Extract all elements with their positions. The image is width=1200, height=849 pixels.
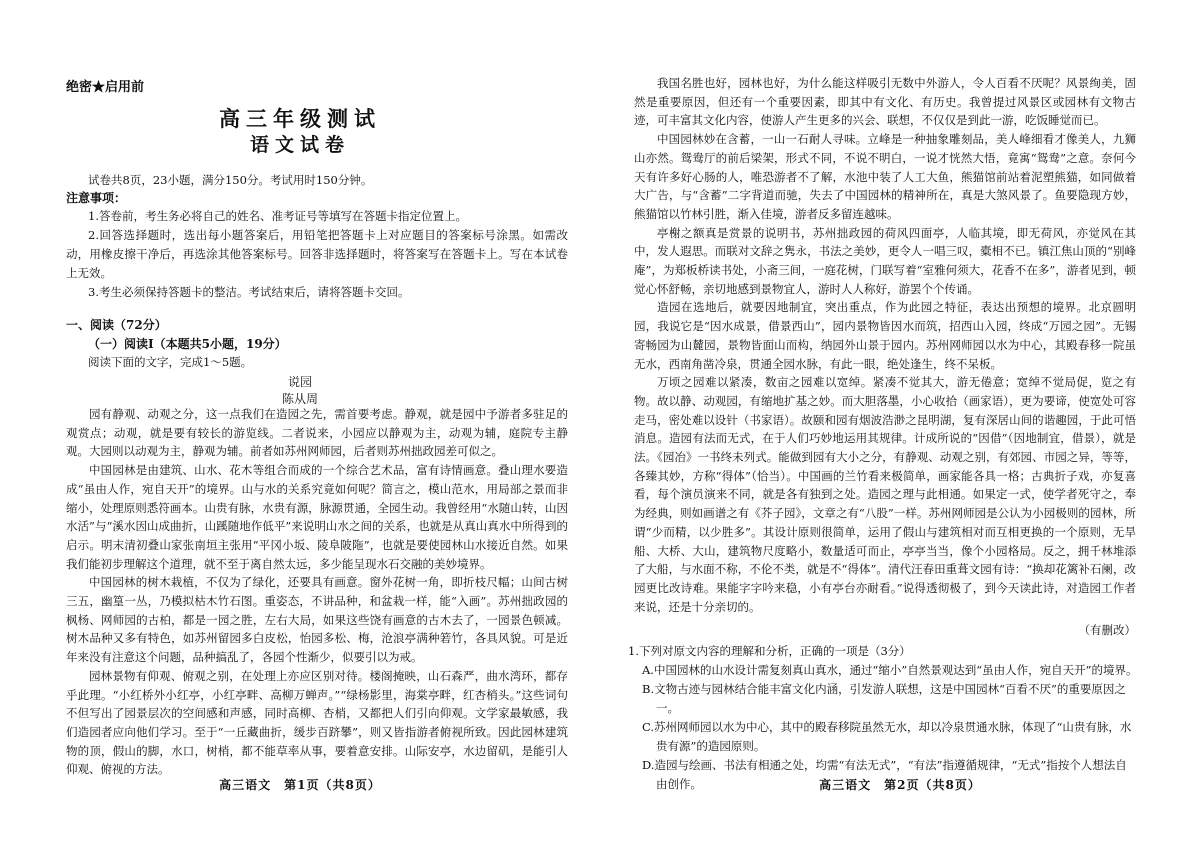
passage-paragraph: 亭榭之额真是赏景的说明书，苏州拙政园的荷风四面亭，人临其境，即无荷风，亦觉风在其中，发人遐思。而联对文辞之隽永，书法之美妙，更令人一唱三叹，橐相不已。镇江焦山顶的“别峰庵”，为郑板桥读书处，小斋三间，一庭花树，门联写着“室雅何须大，花香不在多”，游者见到，顿觉心怀舒畅，亲切地感到景物宜人，游时人人称好，游罢个个传诵。	[634, 225, 1136, 296]
note-item: 3.考生必须保持答题卡的整洁。考试结束后，请将答题卡交回。	[88, 285, 410, 299]
passage-paragraph: 万顷之园难以紧凑，数亩之园难以宽绰。紧凑不觉其大，游无倦意；宽绰不觉局促，览之有物。故以静、动观园，有缩地扩基之妙。而大胆落墨，小心收拾（画家语），更为要谛，使宽处可容走马，密处难以设针（书家语）。故颐和园有烟波浩渺之昆明湖，复有深居山间的谐趣园，于此可悟消息。造园有法而无式，在于人们巧妙地运用其规律。计成所说的“因借”（因地制宜，借景），就是法。《园冶》一书终未列式。能做到园有大小之分，有静观、动观之别，有郊园、市园之异，等等，各臻其妙，方称“得体”（恰当）。中国画的兰竹看来极简单，画家能各具一格；古典折子戏，亦复喜看，每个演员演来不同，就是各有独到之处。造园之理与此相通。如果定一式，使学者死守之，奉为经典，则如画谱之有《芥子园》，文章之有“八股”一样。苏州网师园是公认为小园极则的园林，所谓“少而精，以少胜多”。其设计原则很简单，运用了假山与建筑相对而互相更换的一个原则，无旱船、大桥、大山，建筑物尺度略小，数量适可而止，亭亭当当，像个小园格局。反之，拥千林堆添了大船，与水面不称，不伦不类，就是不“得体”。清代汪春田重葺文园有诗：“换却花篱补石阑，改园更比改诗难。果能字字吟来稳，小有亭台亦耐看。”说得透彻极了，到今天读此诗，对造园工作者来说，还是十分亲切的。	[634, 375, 1136, 614]
exam-subtitle: 语文试卷	[249, 134, 350, 156]
question-1	[628, 642, 1138, 794]
page-footer-right: 高三语文 第2页（共8页）	[819, 778, 981, 792]
passage-paragraph: 我国名胜也好，园林也好，为什么能这样吸引无数中外游人，令人百看不厌呢？风景绚美，固然是重要原因，但还有一个重要因素，即其中有文化、有历史。我曾提过风景区或园林有文物古迹，可丰富其文化内容，使游人产生更多的兴会、联想，不仅仅是到此一游，吃饭睡觉而已。	[634, 76, 1136, 128]
note-item: 2.回答选择题时，选出每小题答案后，用铅笔把答题卡上对应题目的答案标号涂黑。如需改动，用橡皮擦干净后，再选涂其他答案标号。回答非选择题时，将答案写在答题卡上。写在本试卷上无效。	[66, 228, 568, 280]
option-a[interactable]: A.中国园林的山水设计需复刻真山真水，通过“缩小”自然景观达到“虽由人作，宛自天开”的境界。	[642, 663, 1138, 677]
section-instruction: 阅读下面的文字，完成1～5题。	[88, 355, 253, 369]
passage-author: 陈从周	[281, 392, 318, 406]
confidential-label: 绝密★启用前	[66, 80, 145, 95]
passage-paragraph: 园有静观、动观之分，这一点我们在造园之先，需首要考虑。静观，就是园中予游者多驻足的观赏点；动观，就是要有较长的游览线。二者说来，小园应以静观为主，动观为辅，庭院专主静观。大园则以动观为主，静观为辅。前者如苏州网师园，后者则苏州拙政园差可似之。	[66, 407, 568, 459]
question-stem: 1.下列对原文内容的理解和分析，正确的一项是（3分）	[628, 644, 911, 658]
notes-heading: 注意事项：	[66, 191, 127, 205]
section-subtitle: （一）阅读Ⅰ（本题共5小题，19分）	[88, 337, 287, 351]
notes-list	[66, 207, 568, 302]
passage-title: 说园	[287, 375, 312, 389]
option-c[interactable]: C.苏州网师园以水为中心，其中的殿春移院虽然无水，却以冷泉贯通水脉，体现了“山贵有脉，水贵有源”的造园原则。	[642, 720, 1132, 753]
exam-title: 高三年级测试	[219, 106, 381, 131]
passage-body-right	[634, 74, 1136, 616]
passage-paragraph: 中国园林的树木栽植，不仅为了绿化，还要具有画意。窗外花树一角，即折枝尺幅；山间古树三五，幽篁一丛，乃模拟枯木竹石图。重姿态，不讲品种，和盆栽一样，能“入画”。苏州拙政园的枫杨、网师园的古柏，都是一园之胜，左右大局，如果这些饶有画意的古木去了，一园景色顿减。树木品种又多有特色，如苏州留园多白皮松，怡园多松、梅，沧浪亭满种箬竹，各具风貌。可是近年来没有注意这个问题，品种搞乱了，各园个性渐少，似要引以为戒。	[66, 575, 568, 665]
section-title: 一、阅读（72分）	[66, 318, 167, 332]
abridged-note: （有删改）	[1078, 623, 1136, 637]
option-d[interactable]: D.造园与绘画、书法有相通之处，均需“有法无式”，“有法”指遵循规律，“无式”指按个人想法自由创作。	[642, 758, 1127, 791]
passage-body-left	[66, 405, 568, 779]
passage-paragraph: 造园在选地后，就要因地制宜，突出重点，作为此园之特征，表达出预想的境界。北京圆明园，我说它是“因水成景，借景西山”，园内景物皆因水而筑，招西山入园，终成“万园之园”。无锡寄畅园为山麓园，景物皆面山而构，纳园外山景于园内。苏州网师园以水为中心，其殿春移一院虽无水，西南角凿冷泉，贯通全园水脉，有此一眼，绝处逢生，终不呆板。	[634, 300, 1136, 371]
passage-paragraph: 中国园林妙在含蓄，一山一石耐人寻味。立峰是一种抽象雕刻品，美人峰细看才像美人，九狮山亦然。鸳鸯厅的前后梁架，形式不同，不说不明白，一说才恍然大悟，竟寓“鸳鸯”之意。奈何今天有许多好心肠的人，唯恐游者不了解，水池中装了人工大鱼，熊猫馆前站着泥塑熊猫，如同做着大广告，与“含蓄”二字背道而驰，失去了中国园林的精神所在，真是大煞风景了。鱼要隐现方妙，熊猫馆以竹林引胜，渐入佳境，游者反多留连越味。	[634, 132, 1136, 221]
exam-info: 试卷共8页，23小题，满分150分。考试用时150分钟。	[88, 173, 373, 187]
page-footer-left: 高三语文 第1页（共8页）	[219, 778, 381, 792]
passage-paragraph: 中国园林是由建筑、山水、花木等组合而成的一个综合艺术品，富有诗情画意。叠山理水要造成“虽由人作，宛自天开”的境界。山与水的关系究竟如何呢？简言之，模山范水，用局部之景而非缩小，处理原则悉符画本。山贵有脉，水贵有源，脉源贯通，全园生动。我曾经用“水随山转，山因水活”与“溪水因山成曲折，山蹊随地作低平”来说明山水之间的关系，也就是从真山真水中所得到的启示。明末清初叠山家张南垣主张用“平冈小坂、陵阜陂陁”，也就是要使园林山水接近自然。如果我们能初步理解这个道理，就不至于离自然太远，多少能呈现水石交融的美妙境界。	[66, 463, 568, 571]
option-b[interactable]: B.文物古迹与园林结合能丰富文化内涵，引发游人联想，这是中国园林“百看不厌”的重要原因之一。	[642, 682, 1126, 715]
passage-paragraph: 园林景物有仰观、俯观之别，在处理上亦应区别对待。楼阁掩映，山石森严，曲水湾环，都存乎此理。“小红桥外小红亭，小红亭畔、高柳万蝉声。”“绿杨影里，海棠亭畔，红杏梢头。”这些词句不但写出了园景层次的空间感和声感，同时高柳、杏梢，又都把人们引向仰观。文学家最敏感，我们造园者应向他们学习。至于“一丘藏曲折，缓步百跻攀”，则又皆指游者俯视所致。因此园林建筑物的顶，假山的脚，水口，树梢，都不能草率从事，要着意安排。山际安亭，水边留矶，是能引人仰观、俯视的方法。	[66, 668, 568, 777]
note-item: 1.答卷前，考生务必将自己的姓名、准考证号等填写在答题卡指定位置上。	[88, 209, 467, 223]
